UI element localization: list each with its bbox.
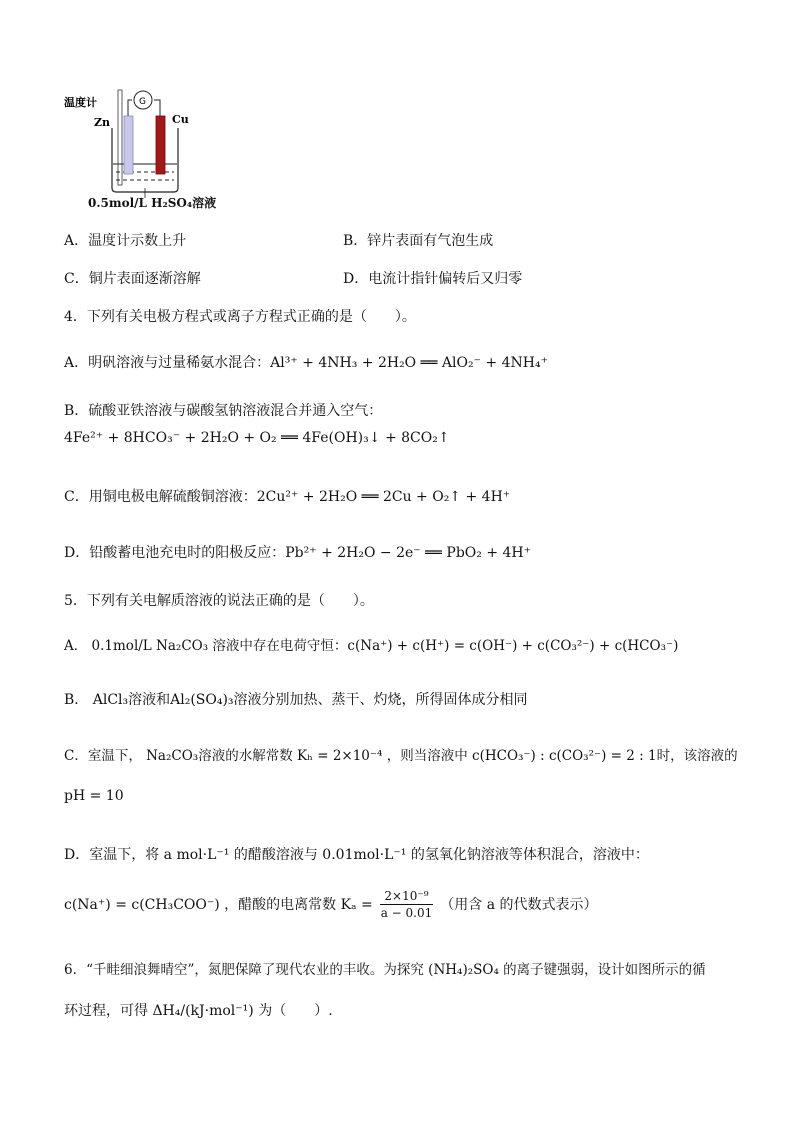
q4-option-c-equation: 2Cu²⁺ + 2H₂O ══ 2Cu + O₂↑ + 4H⁺ bbox=[256, 489, 511, 505]
q3-option-d: D．电流计指针偏转后又归零 bbox=[343, 271, 523, 287]
q5-option-d-numerator: 2×10⁻⁹ bbox=[380, 889, 432, 905]
q5-option-b: B． AlCl₃溶液和Al₂(SO₄)₃溶液分别加热、蒸干、灼烧，所得固体成分相同 bbox=[64, 692, 528, 708]
q5-option-d-denominator: a − 0.01 bbox=[380, 905, 433, 920]
q5-stem: 5．下列有关电解质溶液的说法正确的是（ ）。 bbox=[64, 593, 374, 609]
q5-option-a: A． 0.1mol/L Na₂CO₃ 溶液中存在电荷守恒：c(Na⁺) + c(H⁺) = c(OH⁻) + c(CO₃²⁻) + c(HCO₃⁻) bbox=[64, 638, 679, 654]
q4-option-a-label: A．明矾溶液与过量稀氨水混合： bbox=[64, 355, 271, 371]
q3-option-c: C．铜片表面逐渐溶解 bbox=[64, 271, 201, 287]
label-galvanometer: G bbox=[139, 97, 146, 107]
q5-option-d-line1: D．室温下，将 a mol·L⁻¹ 的醋酸溶液与 0.01mol·L⁻¹ 的氢氧化钠溶液等体积混合，溶液中： bbox=[64, 847, 649, 863]
q6-line1: 6．“千畦细浪舞晴空”，氮肥保障了现代农业的丰收。为探究 (NH₄)₂SO₄ 的离子键强弱，设计如图所示的循 bbox=[64, 962, 706, 978]
q5-option-c-line1: C．室温下， Na₂CO₃溶液的水解常数 Kₕ = 2×10⁻⁴ ，则当溶液中 c(HCO₃⁻) : c(CO₃²⁻) = 2 : 1时，该溶液的 bbox=[64, 748, 738, 764]
q4-option-b-label: B．硫酸亚铁溶液与碳酸氢钠溶液混合并通入空气： bbox=[64, 403, 383, 419]
label-thermometer: 温度计 bbox=[64, 96, 97, 109]
q6-line2: 环过程，可得 ΔH₄/(kJ·mol⁻¹) 为（ ）. bbox=[64, 1003, 333, 1019]
q4-option-d bbox=[64, 542, 531, 562]
q4-stem: 4．下列有关电极方程式或离子方程式正确的是（ ）。 bbox=[64, 309, 416, 325]
q4-option-b-equation: 4Fe²⁺ + 8HCO₃⁻ + 2H₂O + O₂ ══ 4Fe(OH)₃↓ + 8CO₂↑ bbox=[64, 430, 450, 446]
q5-option-d-post: （用含 a 的代数式表示） bbox=[440, 897, 598, 913]
q4-option-a bbox=[64, 352, 548, 372]
wire-left bbox=[128, 100, 132, 116]
thermometer-shape bbox=[118, 90, 122, 185]
q4-option-d-equation: Pb²⁺ + 2H₂O − 2e⁻ ══ PbO₂ + 4H⁺ bbox=[285, 545, 532, 561]
zn-electrode bbox=[124, 116, 133, 174]
label-zn: Zn bbox=[94, 116, 111, 129]
label-cu: Cu bbox=[172, 113, 189, 126]
q3-option-b: B．锌片表面有气泡生成 bbox=[343, 233, 494, 249]
q4-option-c-label: C．用铜电极电解硫酸铜溶液： bbox=[64, 489, 257, 505]
wire-right bbox=[154, 100, 160, 116]
q5-option-c-line2: pH = 10 bbox=[64, 788, 124, 804]
q4-option-c bbox=[64, 486, 510, 506]
figure-caption: 0.5mol/L H₂SO₄溶液 bbox=[88, 196, 217, 210]
q5-option-d-fraction bbox=[377, 889, 437, 920]
cu-electrode bbox=[156, 116, 165, 174]
q4-option-d-label: D．铅酸蓄电池充电时的阳极反应： bbox=[64, 545, 286, 561]
q3-option-a: A．温度计示数上升 bbox=[64, 233, 187, 249]
q5-option-d-line2 bbox=[64, 882, 598, 926]
q4-option-a-equation: Al³⁺ + 4NH₃ + 2H₂O ══ AlO₂⁻ + 4NH₄⁺ bbox=[270, 355, 548, 371]
q5-option-d-pre: c(Na⁺) = c(CH₃COO⁻) ，醋酸的电离常数 Kₐ = bbox=[64, 897, 373, 913]
